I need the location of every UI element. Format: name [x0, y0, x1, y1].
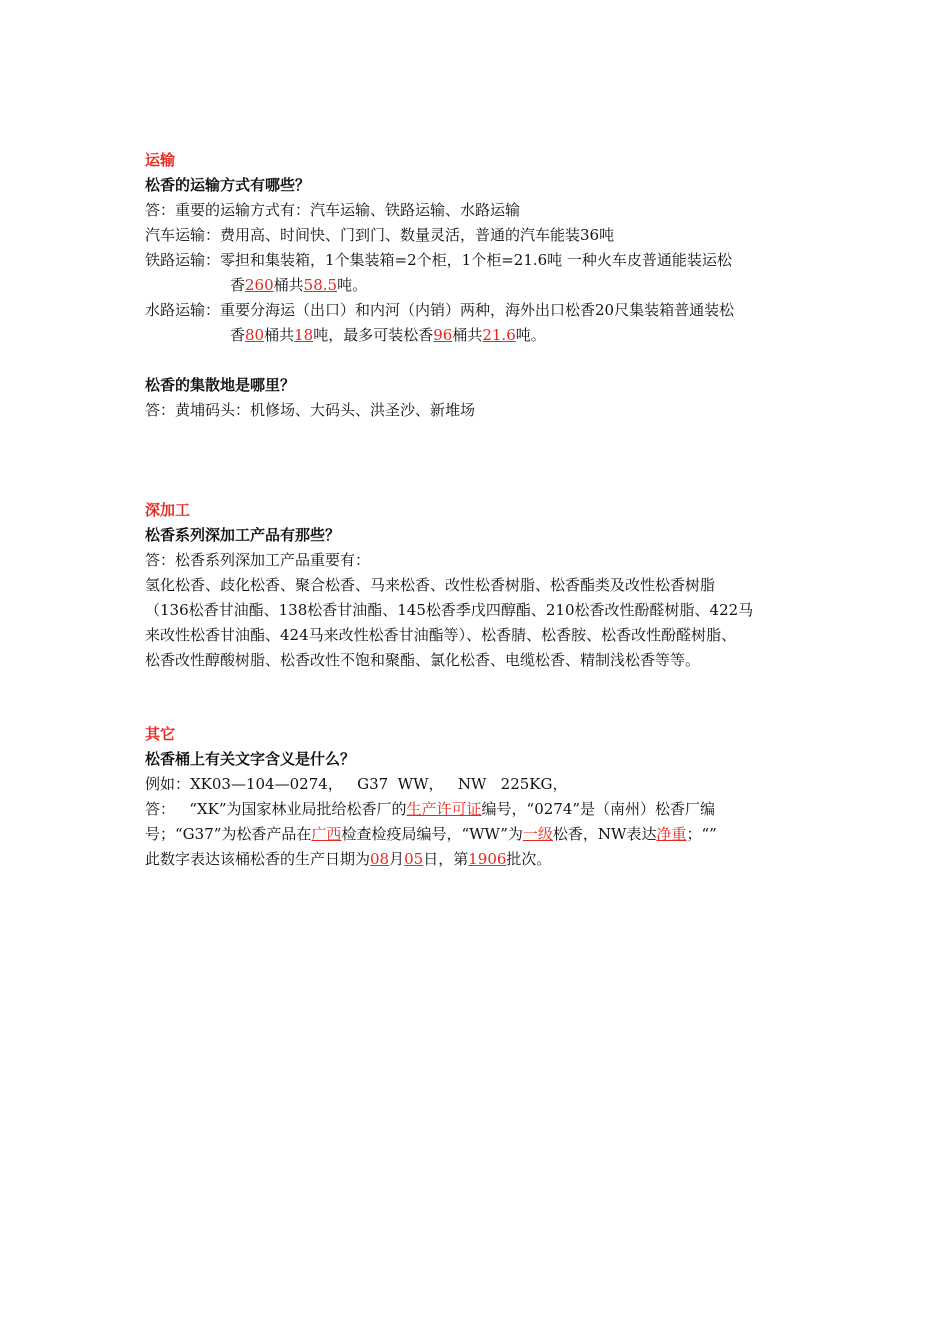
- question-barrel-markings: 松香桶上有关文字含义是什么？: [145, 750, 356, 768]
- text-span: 答： “XK”为国家林业局批给松香厂的: [145, 800, 407, 818]
- section-deep-processing: [145, 498, 825, 673]
- highlight-rail-tons: 58.5: [303, 276, 338, 294]
- highlight-water-barrels: 80: [245, 326, 265, 344]
- highlight-production-license: 生产许可证: [406, 800, 482, 818]
- text-span: 桶共: [452, 326, 483, 344]
- product-list-line: （136松香甘油酯、138松香甘油酯、145松香季戊四醇酯、210松香改性酚醛树脂、422马: [145, 601, 754, 619]
- text-span: 桶共: [264, 326, 295, 344]
- answer-distribution-center: 答：黄埔码头：机修场、大码头、洪圣沙、新堆场: [145, 401, 476, 419]
- section-transport: [145, 148, 825, 423]
- highlight-water-tons: 18: [294, 326, 314, 344]
- question-deep-products: 松香系列深加工产品有那些？: [145, 526, 341, 544]
- text-span: 吨，最多可装松香: [313, 326, 434, 344]
- text-span: 此数字表达该桶松香的生产日期为: [145, 850, 371, 868]
- section-title-transport: 运输: [145, 151, 176, 169]
- text-span: 编号，“0274”是（南州）松香厂编: [481, 800, 716, 818]
- text-span: 日，第: [423, 850, 469, 868]
- text-span: 检查检疫局编号，“WW”为: [341, 825, 523, 843]
- highlight-guangxi: 广西: [311, 825, 342, 843]
- highlight-water-max-tons: 21.6: [482, 326, 516, 344]
- answer-markings-line-1: [145, 797, 825, 822]
- product-list-line: 来改性松香甘油酯、424马来改性松香甘油酯等）、松香腈、松香胺、松香改性酚醛树脂、: [145, 626, 737, 644]
- text-span: 吨。: [515, 326, 546, 344]
- product-list-line: 松香改性醇酸树脂、松香改性不饱和聚酯、氯化松香、电缆松香、精制浅松香等等。: [145, 651, 701, 669]
- highlight-batch: 1906: [468, 850, 507, 868]
- marking-example: 例如：XK03—104—0274， G37 WW， NW 225KG，: [145, 775, 568, 793]
- text-span: 桶共: [273, 276, 304, 294]
- question-transport-modes: 松香的运输方式有哪些？: [145, 176, 311, 194]
- highlight-net-weight: 净重: [656, 825, 687, 843]
- text-span: 月: [389, 850, 405, 868]
- section-title-deep-processing: 深加工: [145, 501, 191, 519]
- answer-markings-line-2: [145, 822, 825, 847]
- answer-deep-products-intro: 答：松香系列深加工产品重要有：: [145, 551, 371, 569]
- text-span: 松香，NW表达: [552, 825, 657, 843]
- rail-transport-line-2: [145, 273, 825, 298]
- rail-transport-line-1: 铁路运输：零担和集装箱，1个集装箱=2个柜，1个柜=21.6吨 一种火车皮普通能装运松: [145, 251, 732, 269]
- highlight-grade-one: 一级: [522, 825, 553, 843]
- water-transport-line-2: [145, 323, 825, 348]
- highlight-water-max-barrels: 96: [433, 326, 453, 344]
- section-title-other: 其它: [145, 725, 176, 743]
- section-other: [145, 722, 825, 872]
- text-span: 号；“G37”为松香产品在: [145, 825, 312, 843]
- highlight-rail-barrels: 260: [245, 276, 274, 294]
- product-list-line: 氢化松香、歧化松香、聚合松香、马来松香、改性松香树脂、松香酯类及改性松香树脂: [145, 576, 716, 594]
- text-span: ；“”: [686, 825, 717, 843]
- truck-transport-line: 汽车运输：费用高、时间快、门到门、数量灵活，普通的汽车能装36吨: [145, 226, 615, 244]
- answer-markings-line-3: [145, 847, 825, 872]
- question-distribution-center: 松香的集散地是哪里？: [145, 376, 296, 394]
- answer-transport-modes: 答：重要的运输方式有：汽车运输、铁路运输、水路运输: [145, 201, 521, 219]
- text-span: 批次。: [506, 850, 552, 868]
- highlight-day: 05: [404, 850, 424, 868]
- text-span: 香: [230, 276, 246, 294]
- text-span: 吨。: [337, 276, 368, 294]
- water-transport-line-1: 水路运输：重要分海运（出口）和内河（内销）两种，海外出口松香20尺集装箱普通装松: [145, 301, 735, 319]
- text-span: 香: [230, 326, 246, 344]
- highlight-month: 08: [370, 850, 390, 868]
